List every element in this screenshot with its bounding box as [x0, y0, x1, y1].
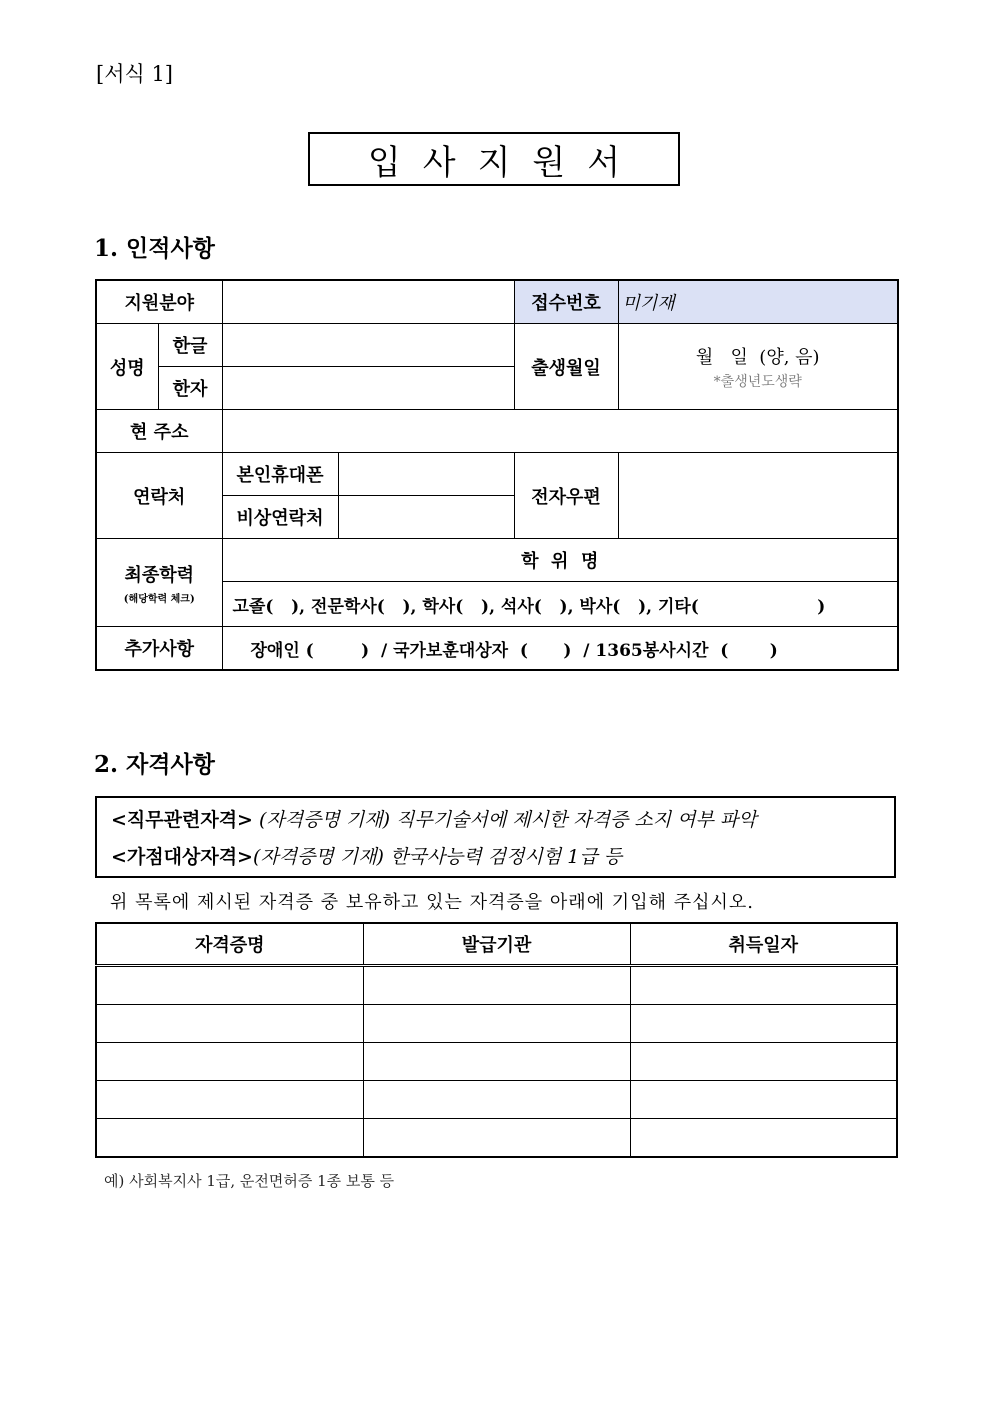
cert-name-cell[interactable]	[96, 1081, 363, 1119]
bonus-cert-desc: (자격증명 기재) 한국사능력 검정시험 1급 등	[252, 846, 623, 868]
address-input[interactable]	[222, 410, 898, 453]
job-cert-desc: (자격증명 기재) 직무기술서에 제시한 자격증 소지 여부 파악	[259, 809, 757, 831]
example-note: 예) 사회복지사 1급, 운전면허증 1종 보통 등	[104, 1172, 395, 1190]
page-title: 입사지원서	[308, 132, 680, 186]
education-note: (해당학력 체크)	[123, 593, 195, 605]
emergency-label: 비상연락처	[222, 496, 338, 539]
email-label: 전자우편	[514, 453, 618, 539]
date-cell[interactable]	[630, 1119, 897, 1158]
column-header-cert-name: 자격증명	[96, 923, 363, 966]
table-row	[96, 1005, 897, 1043]
personal-info-table	[95, 279, 899, 671]
extra-label: 추가사항	[96, 627, 222, 671]
certificate-table	[95, 922, 898, 1158]
emergency-input[interactable]	[338, 496, 514, 539]
degree-header: 학 위 명	[222, 539, 898, 582]
extra-options[interactable]: 장애인 ( ) / 국가보훈대상자 ( ) / 1365봉사시간 ( )	[222, 627, 898, 671]
receipt-value: 미기재	[618, 280, 898, 324]
date-cell[interactable]	[630, 1005, 897, 1043]
table-row	[96, 966, 897, 1005]
issuer-cell[interactable]	[363, 1005, 630, 1043]
name-hangul-input[interactable]	[222, 324, 514, 367]
issuer-cell[interactable]	[363, 1119, 630, 1158]
bonus-cert-label: <가점대상자격>	[111, 846, 253, 868]
hangul-label: 한글	[158, 324, 222, 367]
date-cell[interactable]	[630, 966, 897, 1005]
name-label: 성명	[96, 324, 158, 410]
cert-name-cell[interactable]	[96, 1119, 363, 1158]
degree-options[interactable]: 고졸( ), 전문학사( ), 학사( ), 석사( ), 박사( ), 기타( )	[222, 582, 898, 627]
email-input[interactable]	[618, 453, 898, 539]
education-label-cell	[96, 539, 222, 627]
column-header-issuer: 발급기관	[363, 923, 630, 966]
birth-format: 월 일 (양, 음)	[695, 346, 820, 368]
birth-input[interactable]	[618, 324, 898, 410]
section-personal-heading: 1. 인적사항	[94, 235, 215, 262]
issuer-cell[interactable]	[363, 1081, 630, 1119]
hanja-label: 한자	[158, 367, 222, 410]
receipt-label: 접수번호	[514, 280, 618, 324]
cert-name-cell[interactable]	[96, 966, 363, 1005]
table-row	[96, 1081, 897, 1119]
mobile-input[interactable]	[338, 453, 514, 496]
section-qualification-heading: 2. 자격사항	[94, 751, 215, 778]
education-label: 최종학력	[124, 564, 195, 586]
date-cell[interactable]	[630, 1043, 897, 1081]
birth-label: 출생월일	[514, 324, 618, 410]
table-row	[96, 1119, 897, 1158]
name-hanja-input[interactable]	[222, 367, 514, 410]
cert-name-cell[interactable]	[96, 1043, 363, 1081]
qualification-info-box	[95, 796, 896, 878]
date-cell[interactable]	[630, 1081, 897, 1119]
contact-label: 연락처	[96, 453, 222, 539]
issuer-cell[interactable]	[363, 966, 630, 1005]
apply-field-label: 지원분야	[96, 280, 222, 324]
job-cert-label: <직무관련자격>	[111, 809, 253, 831]
mobile-label: 본인휴대폰	[222, 453, 338, 496]
guide-text: 위 목록에 제시된 자격증 중 보유하고 있는 자격증을 아래에 기입해 주십시오.	[110, 892, 754, 913]
apply-field-input[interactable]	[222, 280, 514, 324]
address-label: 현 주소	[96, 410, 222, 453]
issuer-cell[interactable]	[363, 1043, 630, 1081]
column-header-date: 취득일자	[630, 923, 897, 966]
cert-name-cell[interactable]	[96, 1005, 363, 1043]
birth-note: *출생년도생략	[713, 373, 802, 390]
table-row	[96, 1043, 897, 1081]
form-code: [서식 1]	[96, 62, 173, 86]
